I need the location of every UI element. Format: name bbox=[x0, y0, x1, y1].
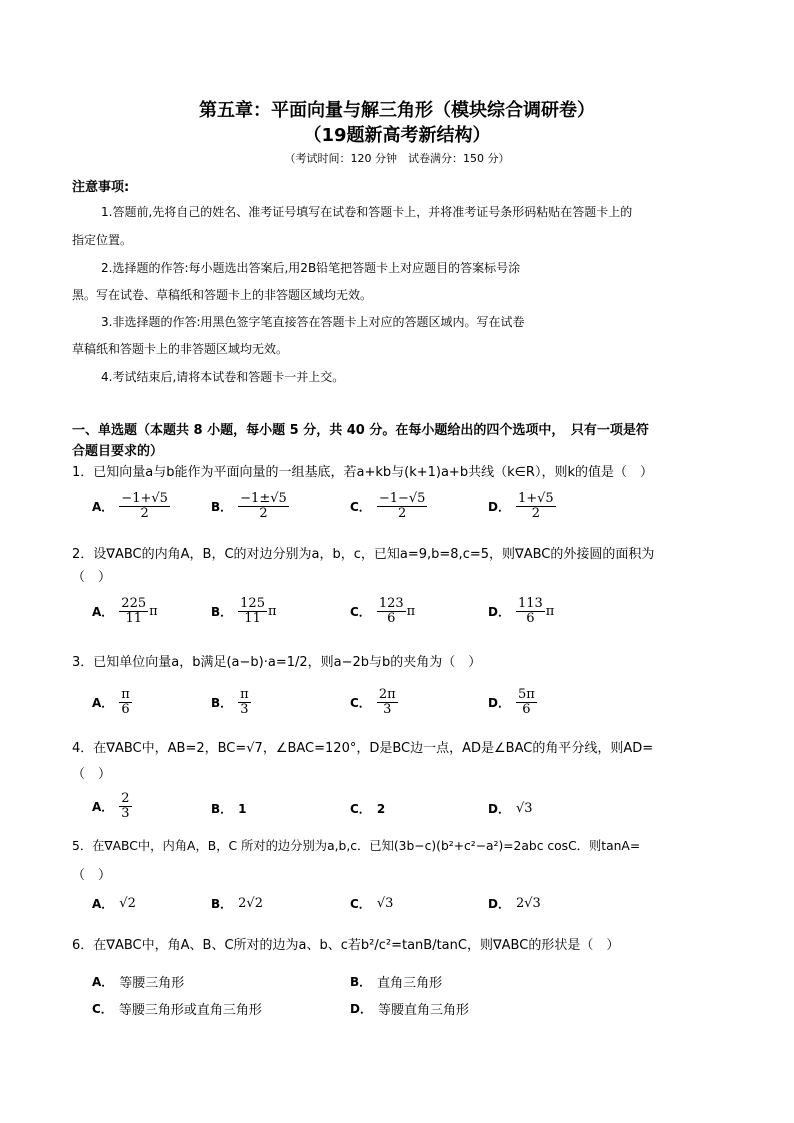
q2-option-a[interactable] bbox=[92, 597, 158, 627]
option-label: A． bbox=[92, 605, 114, 620]
question-5-stem-paren: （ ） bbox=[72, 868, 112, 883]
option-label: B． bbox=[211, 897, 233, 911]
q5-option-c[interactable] bbox=[350, 895, 393, 912]
option-label: D． bbox=[488, 500, 510, 515]
page-subtitle: （19题新高考新结构） bbox=[303, 125, 491, 146]
question-4-stem: 4．在∇ABC中，AB=2，BC=√7，∠BAC=120°，D是BC边一点，AD是∠BAC的角平分线，则AD= bbox=[72, 741, 654, 756]
option-label: B． bbox=[350, 975, 372, 989]
option-label: A． bbox=[92, 500, 114, 515]
note-1b: 指定位置。 bbox=[72, 233, 133, 247]
option-label: B． bbox=[211, 605, 233, 620]
q1-option-b[interactable] bbox=[211, 492, 289, 522]
q4-option-a[interactable] bbox=[92, 792, 132, 822]
exam-info: （考试时间：120 分钟 试卷满分：150 分） bbox=[284, 152, 510, 165]
notes-heading: 注意事项: bbox=[72, 180, 130, 195]
option-text: 直角三角形 bbox=[377, 976, 443, 991]
q6-option-a[interactable] bbox=[92, 972, 184, 991]
q1-option-a[interactable] bbox=[92, 492, 170, 522]
fraction: $\frac{123}{6}$ bbox=[378, 596, 404, 627]
fraction: $\frac{\pi}{6}$ bbox=[121, 687, 130, 718]
question-2-stem-paren: （ ） bbox=[72, 570, 112, 585]
option-label: D． bbox=[488, 605, 510, 620]
q3-option-a[interactable] bbox=[92, 688, 132, 718]
pi-suffix: π bbox=[545, 604, 555, 620]
q2-option-b[interactable] bbox=[211, 597, 277, 627]
q5-option-a[interactable] bbox=[92, 895, 136, 912]
fraction: $\frac{-1\pm√5}{2}$ bbox=[240, 491, 287, 522]
q3-option-c[interactable] bbox=[350, 688, 398, 718]
option-text: √3 bbox=[376, 896, 394, 911]
option-label: C． bbox=[92, 1002, 113, 1016]
q1-option-c[interactable] bbox=[350, 492, 427, 522]
section-heading-line1: 一、单选题（本题共 8 小题，每小题 5 分，共 40 分。在每小题给出的四个选项中， 只有一项是符 bbox=[72, 423, 649, 438]
q6-option-c[interactable] bbox=[92, 999, 262, 1018]
fraction: $\frac{225}{11}$ bbox=[121, 596, 147, 627]
note-2a: 2.选择题的作答:每小题选出答案后,用2B铅笔把答题卡上对应题目的答案标号涂 bbox=[101, 261, 521, 275]
q2-option-c[interactable] bbox=[350, 597, 415, 627]
q3-option-d[interactable] bbox=[488, 688, 537, 718]
fraction: $\frac{1+√5}{2}$ bbox=[517, 491, 554, 522]
question-5-stem: 5．在∇ABC中，内角A，B，C 所对的边分别为a,b,c．已知(3b−c)(b²+c²−a²)=2abc cosC．则tanA= bbox=[72, 839, 641, 853]
option-label: C． bbox=[350, 802, 371, 816]
option-text: 等腰直角三角形 bbox=[377, 1003, 469, 1018]
option-label: D． bbox=[488, 897, 510, 911]
question-6-stem: 6．在∇ABC中，角A、B、C所对的边为a、b、c若b²/c²=tanB/tanC，则∇ABC的形状是（ ） bbox=[72, 938, 620, 953]
q5-option-b[interactable] bbox=[211, 895, 263, 912]
q6-option-b[interactable] bbox=[350, 972, 442, 991]
q5-option-d[interactable] bbox=[488, 895, 541, 912]
option-text: 等腰三角形或直角三角形 bbox=[118, 1003, 262, 1018]
option-label: D． bbox=[488, 802, 510, 816]
fraction: $\frac{2\pi}{3}$ bbox=[378, 687, 396, 718]
option-label: A． bbox=[92, 897, 114, 911]
q4-option-c[interactable] bbox=[350, 800, 385, 817]
option-label: D． bbox=[350, 1002, 372, 1016]
note-3a: 3.非选择题的作答:用黑色签字笔直接答在答题卡上对应的答题区域内。写在试卷 bbox=[101, 315, 525, 329]
note-1a: 1.答题前,先将自己的姓名、准考证号填写在试卷和答题卡上，并将准考证号条形码粘贴在答题卡上的 bbox=[101, 205, 633, 219]
note-2b: 黑。写在试卷、草稿纸和答题卡上的非答题区域均无效。 bbox=[72, 288, 373, 302]
fraction: $\frac{2}{3}$ bbox=[121, 791, 130, 822]
question-2-stem: 2．设∇ABC的内角A，B，C的对边分别为a，b，c，已知a=9,b=8,c=5，则∇ABC的外接圆的面积为 bbox=[72, 547, 655, 562]
option-label: C． bbox=[350, 605, 371, 620]
fraction: $\frac{125}{11}$ bbox=[240, 596, 265, 627]
q6-option-d[interactable] bbox=[350, 999, 469, 1018]
option-text: 等腰三角形 bbox=[119, 976, 185, 991]
question-3-stem: 3．已知单位向量a，b满足(a−b)·a=1/2，则a−2b与b的夹角为（ ） bbox=[72, 655, 482, 670]
option-label: B． bbox=[211, 802, 233, 816]
option-text: 2√3 bbox=[515, 896, 541, 911]
q4-option-b[interactable] bbox=[211, 800, 247, 817]
q3-option-b[interactable] bbox=[211, 688, 251, 718]
option-text: 2 bbox=[376, 801, 386, 816]
page-title: 第五章：平面向量与解三角形（模块综合调研卷） bbox=[199, 100, 595, 121]
option-label: D． bbox=[488, 696, 510, 711]
note-3b: 草稿纸和答题卡上的非答题区域均无效。 bbox=[72, 342, 289, 356]
fraction: $\frac{5\pi}{6}$ bbox=[517, 687, 535, 718]
option-label: A． bbox=[92, 696, 114, 711]
option-text: 1 bbox=[238, 801, 247, 816]
question-1-stem: 1．已知向量a与b能作为平面向量的一组基底，若a+kb与(k+1)a+b共线（k∈R），则k的值是（ ） bbox=[72, 465, 653, 480]
q4-option-d[interactable] bbox=[488, 800, 533, 817]
section-heading-line2: 合题目要求的） bbox=[72, 444, 164, 459]
q2-option-d[interactable] bbox=[488, 597, 554, 627]
option-label: B． bbox=[211, 500, 233, 515]
fraction: $\frac{-1-√5}{2}$ bbox=[378, 491, 426, 522]
fraction: $\frac{-1+√5}{2}$ bbox=[121, 491, 168, 522]
option-text: √2 bbox=[119, 896, 136, 911]
option-label: A． bbox=[92, 975, 114, 989]
option-label: A． bbox=[92, 800, 114, 815]
fraction: $\frac{113}{6}$ bbox=[517, 596, 543, 627]
pi-suffix: π bbox=[267, 604, 277, 620]
option-label: B． bbox=[211, 696, 233, 711]
option-label: C． bbox=[350, 696, 371, 711]
question-4-stem-paren: （ ） bbox=[72, 767, 112, 782]
fraction: $\frac{\pi}{3}$ bbox=[240, 687, 249, 718]
note-4: 4.考试结束后,请将本试卷和答题卡一并上交。 bbox=[101, 370, 345, 384]
pi-suffix: π bbox=[406, 604, 416, 620]
option-label: C． bbox=[350, 500, 371, 515]
q1-option-d[interactable] bbox=[488, 492, 556, 522]
option-text: 2√2 bbox=[238, 896, 263, 911]
pi-suffix: π bbox=[149, 604, 158, 620]
option-text: √3 bbox=[515, 801, 533, 816]
option-label: C． bbox=[350, 897, 371, 911]
